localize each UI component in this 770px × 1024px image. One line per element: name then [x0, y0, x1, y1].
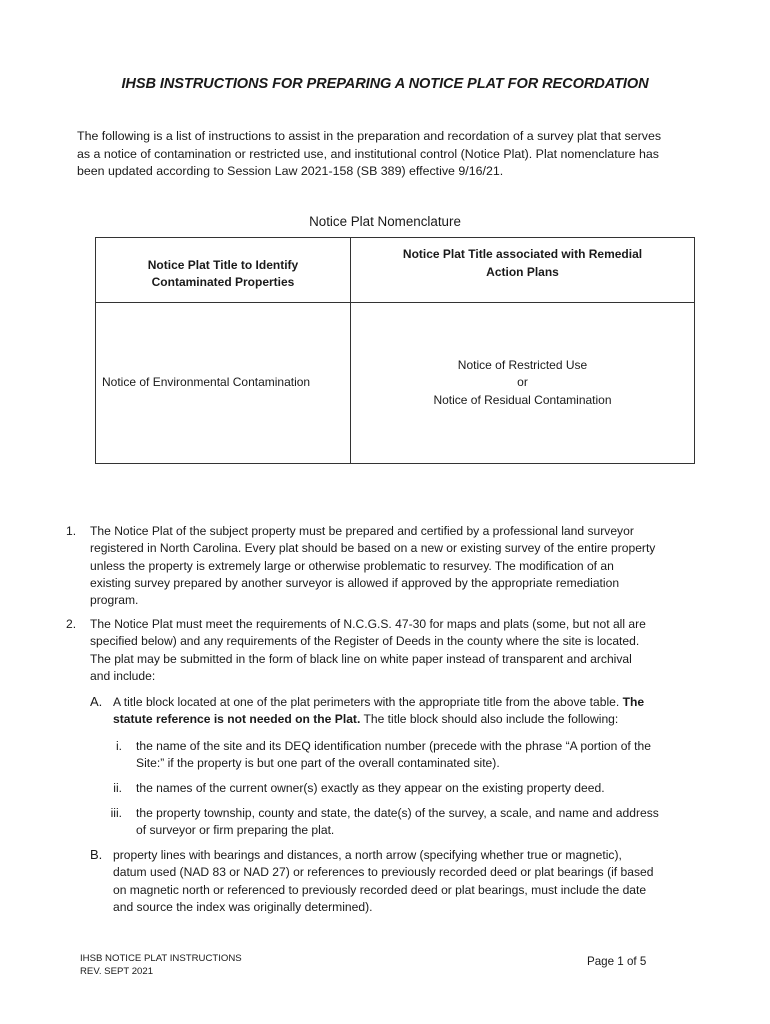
- page-number: Page 1 of 5: [587, 955, 647, 968]
- header-text: Notice Plat Title associated with Remedial: [402, 247, 643, 261]
- list-item-line: The Notice Plat must meet the requirements of N.C.G.S. 47-30 for maps and plats (some, but not all are: [90, 617, 646, 631]
- sub-item-text: The title block should also include the following:: [363, 712, 619, 727]
- roman-numeral: iii.: [110, 806, 122, 820]
- sub-sub-item-line: the property township, county and state, the date(s) of the survey, a scale, and name and address: [136, 806, 659, 820]
- header-text: Action Plans: [486, 264, 559, 279]
- sub-item-line: [113, 694, 713, 711]
- sub-item-letter: B.: [90, 847, 103, 862]
- sub-sub-item-line: the names of the current owner(s) exactly as they appear on the existing property deed.: [136, 781, 605, 795]
- sub-item-bold-text: The: [622, 695, 645, 709]
- intro-line: as a notice of contamination or restricted use, and institutional control (Notice Plat). Plat nomenclature has: [77, 146, 659, 161]
- sub-item-line: [113, 711, 713, 728]
- intro-paragraph: [77, 128, 697, 181]
- cell-text: Notice of Residual Contamination: [433, 392, 612, 407]
- sub-sub-item-line: the name of the site and its DEQ identification number (precede with the phrase “A portion of the: [136, 739, 651, 753]
- footer-line: IHSB NOTICE PLAT INSTRUCTIONS: [80, 953, 242, 964]
- list-item: [90, 523, 710, 609]
- nomenclature-table: [95, 237, 695, 464]
- table-header-cell: [351, 238, 695, 303]
- list-item-line: program.: [90, 593, 139, 608]
- sub-sub-item-line: of surveyor or firm preparing the plat.: [136, 823, 335, 838]
- sub-sub-item-line: Site:” if the property is but one part of the overall contaminated site).: [136, 756, 500, 771]
- table-header-row: [96, 238, 695, 303]
- page-title: IHSB INSTRUCTIONS FOR PREPARING A NOTICE PLAT FOR RECORDATION: [121, 76, 649, 92]
- list-item-line: existing survey prepared by another surveyor is allowed if approved by the appropriate remediation: [90, 575, 620, 590]
- sub-sub-item: [136, 805, 716, 840]
- list-item-line: The Notice Plat of the subject property must be prepared and certified by a professional land surveyor: [90, 524, 634, 538]
- table-row: [96, 303, 695, 464]
- sub-item: [113, 847, 713, 916]
- footer-line: REV. SEPT 2021: [80, 965, 154, 977]
- sub-sub-item: [136, 738, 716, 773]
- sub-item-line: and source the index was originally determined).: [113, 899, 373, 914]
- list-item-line: The plat may be submitted in the form of black line on white paper instead of transparent and archival: [90, 651, 632, 666]
- table-header-cell: [96, 238, 351, 303]
- list-number: 2.: [66, 617, 77, 631]
- sub-item-letter: A.: [90, 694, 103, 709]
- sub-item-line: on magnetic north or referenced to previously recorded deed or plat bearings, must include the date: [113, 882, 647, 897]
- intro-line: The following is a list of instructions to assist in the preparation and recordation of a survey plat that serves: [77, 129, 662, 143]
- sub-item-text: A title block located at one of the plat perimeters with the appropriate title from the above table.: [113, 695, 620, 709]
- list-item-line: unless the property is extremely large or otherwise problematic to resurvey. The modification of an: [90, 558, 614, 573]
- sub-sub-item: [136, 780, 716, 797]
- sub-item-line: datum used (NAD 83 or NAD 27) or references to previously recorded deed or plat bearings (if based: [113, 865, 654, 880]
- roman-numeral: i.: [115, 739, 122, 753]
- nomenclature-heading: Notice Plat Nomenclature: [309, 214, 461, 229]
- table-cell: [351, 303, 695, 464]
- sub-item-bold-text: statute reference is not needed on the Plat.: [113, 712, 361, 727]
- list-number: 1.: [66, 524, 77, 538]
- sub-item: [113, 694, 713, 729]
- list-item: [90, 616, 710, 685]
- intro-line: been updated according to Session Law 2021-158 (SB 389) effective 9/16/21.: [77, 164, 504, 178]
- sub-item-line: property lines with bearings and distances, a north arrow (specifying whether true or magnetic),: [113, 848, 622, 862]
- header-text: Notice Plat Title to Identify: [147, 257, 299, 272]
- table-cell: Notice of Environmental Contamination: [96, 303, 351, 464]
- list-item-line: and include:: [90, 668, 156, 683]
- footer-document-id: [80, 953, 242, 978]
- list-item-line: registered in North Carolina. Every plat should be based on a new or existing survey of the entire property: [90, 541, 656, 556]
- cell-text: Notice of Restricted Use: [457, 357, 588, 372]
- list-item-line: specified below) and any requirements of the Register of Deeds in the county where the site is located.: [90, 634, 640, 649]
- cell-text: or: [517, 375, 528, 390]
- header-text: Contaminated Properties: [151, 275, 295, 289]
- roman-numeral: ii.: [113, 781, 122, 795]
